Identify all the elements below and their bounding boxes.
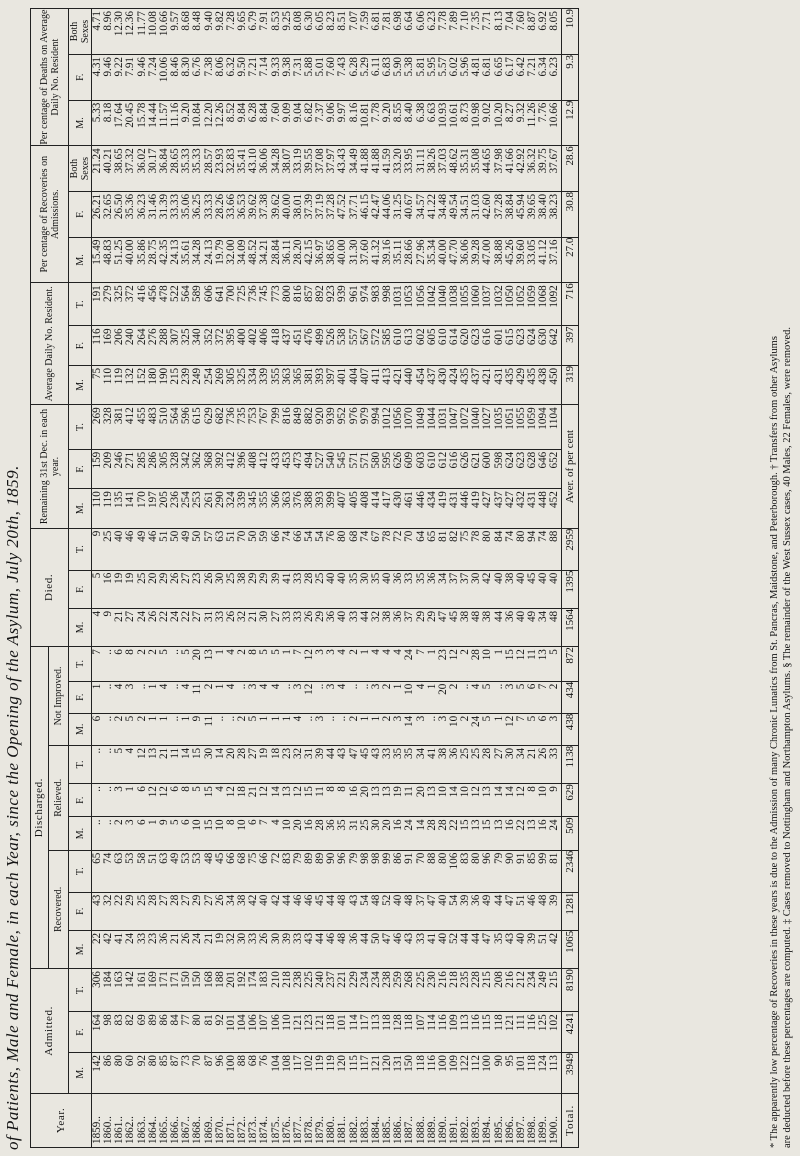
- admitted-f-values: 164 98 83 82 69 89 86 84 77 80 81 92 101 104 106 107 106 110 121 123 121 118 101 114 117 113 118 128 118 107 114 116 109 113 116 115 118 121 111 116 125 102: [91, 1014, 561, 1032]
- year-data-row: [92, 9, 562, 1148]
- total-pct-dr-t: 10.9: [561, 9, 578, 55]
- pct-dr-m-header: M.: [69, 100, 92, 146]
- recovered-t-values: 65 74 63 53 58 51 63 49 53 53 48 45 66 68 75 66 72 83 79 89 89 90 96 79 98 98 99 86 91 70 88 80 106 83 80 96 79 90 91 85 99 81: [91, 852, 561, 870]
- recovered-t-cell: [92, 850, 562, 892]
- notimp-f-values: 1 .. 4 3 .. 1 4 .. 4 11 2 1 4 .. 3 4 4 .. 3 12 .. 3 4 .. .. 3 2 1 10 4 1 20 2 .. 4 5 .. 3 5 6 7 2: [91, 683, 561, 695]
- avg-t-values: 191 279 325 372 416 456 478 522 564 589 606 641 700 725 736 745 773 800 816 857 892 923 939 961 974 983 998 1031 1053 1056 1042 1040 1038 1055 1060 1037 1032 1050 1052 1059 1068 1092: [91, 285, 561, 308]
- remaining-t-header: T.: [69, 405, 92, 449]
- relieved-m-values: .. .. 2 3 6 1 9 5 6 10 15 10 8 10 6 7 4 10 20 16 28 36 35 31 25 30 20 16 24 14 28 28 22 15 13 15 13 16 22 13 16 24: [91, 819, 561, 831]
- recovered-f-cell: [92, 892, 562, 930]
- relieved-header: Relieved.: [49, 745, 69, 850]
- year-list: [92, 1093, 562, 1147]
- remaining-t-cell: [92, 405, 562, 449]
- relieved-t-cell: [92, 745, 562, 783]
- relieved-m-header: M.: [69, 817, 92, 850]
- avg-m-header: M.: [69, 365, 92, 404]
- relieved-t-header: T.: [69, 745, 92, 783]
- total-admitted-t: 8190: [561, 969, 578, 1012]
- notimp-t-cell: [92, 647, 562, 682]
- footnotes: [768, 8, 794, 1148]
- relieved-m-cell: [92, 817, 562, 850]
- pct-dr-f-header: F.: [69, 54, 92, 100]
- avg-f-cell: [92, 326, 562, 365]
- total-pct-dr-m: 12.9: [561, 100, 578, 146]
- pct-dr-t-cell: [92, 9, 562, 55]
- notimp-f-header: F.: [69, 681, 92, 713]
- pct-dr-t-values: 4.71 8.96 12.30 12.36 11.77 10.08 10.66 9.57 8.68 8.48 9.40 9.82 7.28 9.65 6.79 7.91 8.53 9.25 8.08 6.30 6.05 8.23 8.51 7.07 7.59 6.81 7.81 6.98 6.64 6.06 6.23 7.78 7.89 7.10 7.35 7.71 8.13 7.04 7.60 8.87 6.92 8.05: [91, 11, 561, 37]
- remaining-header: Remaining 31st Dec. in each year.: [31, 405, 69, 528]
- remaining-f-header: F.: [69, 449, 92, 488]
- total-died-t: 2959: [561, 528, 578, 570]
- died-t-values: 9 25 40 46 49 46 51 50 49 50 57 63 51 70 50 59 66 74 66 54 54 76 80 68 74 67 78 72 70 64 65 81 82 75 78 80 84 74 80 94 74 88: [91, 530, 561, 542]
- relieved-f-values: .. .. 3 1 6 12 12 6 8 5 15 4 12 18 21 12 14 13 12 15 11 8 8 16 20 13 13 19 11 20 13 10 14 10 12 13 14 14 12 8 10 9: [91, 786, 561, 798]
- admitted-f-cell: [92, 1012, 562, 1053]
- pct-dr-both-header: Both Sexes: [69, 9, 92, 55]
- died-t-cell: [92, 528, 562, 570]
- total-remaining: Aver. of per cent: [561, 405, 578, 528]
- total-admitted-m: 3949: [561, 1053, 578, 1094]
- relieved-f-header: F.: [69, 784, 92, 817]
- total-avg-f: 397: [561, 326, 578, 365]
- total-notimp-t: 872: [561, 647, 578, 682]
- total-avg-t: 716: [561, 283, 578, 326]
- pct-admissions-header: Per centage of Recoveries on Admissions.: [31, 146, 69, 283]
- pct-dr-f-cell: [92, 54, 562, 100]
- total-died-f: 1395: [561, 570, 578, 608]
- total-relieved-m: 509: [561, 817, 578, 850]
- total-recovered-f: 1281: [561, 892, 578, 930]
- remaining-m-cell: [92, 489, 562, 528]
- total-recovered-m: 1065: [561, 930, 578, 968]
- died-header: Died.: [31, 528, 69, 646]
- admitted-m-header: M.: [69, 1053, 92, 1094]
- admitted-t-cell: [92, 969, 562, 1012]
- avg-f-values: 116 169 206 240 264 276 288 307 325 340 352 372 395 400 402 406 418 437 451 476 499 526 538 557 567 572 585 610 613 602 605 610 614 620 623 616 601 615 623 624 630 642: [91, 328, 561, 346]
- remaining-t-values: 269 328 381 412 455 483 510 564 596 615 629 682 736 735 753 767 799 816 849 882 920 939 952 976 979 994 1012 1056 1070 1049 1044 1031 1047 1072 1040 1027 1035 1051 1055 1059 1094 1104: [91, 407, 561, 430]
- pct-adm-f-cell: [92, 191, 562, 237]
- pct-adm-t-cell: [92, 146, 562, 192]
- footnote-line-2: are deducted before these percentages are computed. ‡ Cases removed to Nottingham and Northampton Asylums. § The remainder of the West Sussex cases, 40 Males, 22 Females, were removed.: [782, 326, 793, 1148]
- year-values: 1859.. 1860.. 1861.. 1862.. 1863.. 1864.. 1865.. 1866.. 1867.. 1868.. 1869.. 1870.. 1871.. 1872.. 1873.. 1874.. 1875.. 1876.. 1877.. 1878.. 1879.. 1880.. 1881.. 1882.. 1883.. 1884.. 1885.. 1886.. 1887.. 1888.. 1889.. 1890.. 1891.. 1892.. 1893.. 1894.. 1895.. 1896.. 1897.. 1898.. 1899.. 1900..: [91, 1116, 561, 1144]
- total-avg-m: 319: [561, 365, 578, 404]
- notimp-f-cell: [92, 681, 562, 713]
- total-row: [561, 9, 578, 1148]
- total-notimp-m: 438: [561, 713, 578, 745]
- total-relieved-f: 629: [561, 784, 578, 817]
- remaining-m-values: 110 119 135 141 170 197 205 236 254 253 261 290 324 339 345 355 366 363 376 388 393 399 407 405 408 414 417 430 461 446 434 419 431 446 419 427 437 427 432 431 448 452: [91, 491, 561, 508]
- notimp-m-header: M.: [69, 713, 92, 745]
- pct-adm-m-header: M.: [69, 237, 92, 283]
- recovered-t-header: T.: [69, 850, 92, 892]
- avg-m-values: 75 110 119 132 152 180 190 215 239 249 254 269 305 325 334 339 355 363 365 381 393 397 401 404 407 411 413 421 440 454 437 430 424 435 437 421 431 435 429 435 438 450: [91, 367, 561, 385]
- year-header: Year.: [31, 1093, 92, 1147]
- notimp-m-cell: [92, 713, 562, 745]
- died-m-cell: [92, 608, 562, 646]
- total-notimp-f: 434: [561, 681, 578, 713]
- notimp-m-values: 6 .. 2 5 2 1 1 .. 1 9 11 .. .. 2 5 1 1 1 4 .. 3 .. .. 2 1 1 2 3 14 3 .. 3 10 2 24 5 1 12 7 5 6 3: [91, 715, 561, 727]
- recovered-f-values: 43 32 22 29 25 28 27 28 27 29 27 26 34 38 42 40 42 44 46 46 45 44 48 43 54 48 52 40 48 37 47 40 54 39 36 49 44 47 51 46 48 39: [91, 894, 561, 906]
- total-recovered-t: 2346: [561, 850, 578, 892]
- discharged-header: Discharged.: [31, 647, 49, 969]
- died-f-values: 5 16 19 19 25 20 29 26 27 23 26 30 25 38 29 29 39 41 33 28 25 40 40 35 30 35 40 36 33 35 36 34 37 37 30 42 40 38 40 45 40 40: [91, 572, 561, 584]
- pct-adm-f-header: F.: [69, 191, 92, 237]
- avg-t-cell: [92, 283, 562, 326]
- died-t-header: T.: [69, 528, 92, 570]
- admitted-f-header: F.: [69, 1012, 92, 1053]
- total-pct-adm-m: 27.0: [561, 237, 578, 283]
- avg-daily-header: Average Daily No. Resident.: [31, 283, 69, 405]
- avg-m-cell: [92, 365, 562, 404]
- died-f-cell: [92, 570, 562, 608]
- recovered-header: Recovered.: [49, 850, 69, 968]
- recovered-m-cell: [92, 930, 562, 968]
- total-label: Total.: [561, 1093, 578, 1147]
- pct-adm-m-values: 15.49 48.83 51.25 40.00 35.86 28.75 42.35 24.13 35.61 34.28 24.13 19.79 32.00 34.09 48.52 34.21 28.84 36.11 28.20 42.15 36.97 38.65 40.00 31.30 37.60 41.32 39.16 35.11 28.66 27.96 35.34 40.00 47.70 36.06 39.28 47.00 38.88 45.26 39.60 33.05 41.12 37.16: [91, 239, 561, 265]
- total-died-m: 1564: [561, 608, 578, 646]
- total-pct-dr-f: 9.3: [561, 54, 578, 100]
- pct-deaths-header: Per centage of Deaths on Average Daily No. Resident: [31, 9, 69, 146]
- notimp-t-header: T.: [69, 647, 92, 682]
- pct-adm-t-values: 21.24 40.21 38.65 37.32 36.02 30.17 36.84 28.65 35.33 35.33 28.57 23.93 32.83 35.41 43.10 36.06 34.28 38.07 33.19 39.55 37.08 37.97 43.43 34.49 41.88 41.88 41.59 33.20 33.95 31.11 38.26 37.03 48.62 35.31 35.08 44.65 37.98 41.66 42.92 36.32 39.75 37.67: [91, 148, 561, 174]
- total-pct-adm-f: 30.8: [561, 191, 578, 237]
- remaining-m-header: M.: [69, 489, 92, 528]
- recovered-f-header: F.: [69, 892, 92, 930]
- died-m-values: 4 9 21 27 24 26 22 24 22 27 31 33 26 32 21 30 27 33 33 26 29 36 40 33 44 32 38 36 37 29 29 47 45 38 48 38 44 36 40 49 34 48: [91, 610, 561, 623]
- notimp-t-values: 7 .. 6 8 2 2 5 .. 5 20 13 1 4 2 8 5 5 1 7 12 3 3 4 2 1 4 4 4 24 7 1 23 12 2 28 10 1 15 12 11 13 5: [91, 649, 561, 661]
- total-relieved-t: 1138: [561, 745, 578, 783]
- pct-dr-m-values: 5.33 8.18 17.64 20.45 15.78 14.44 11.57 11.16 9.20 10.84 12.20 12.26 8.52 9.84 6.28 8.84 7.60 9.09 9.04 6.82 7.37 9.06 9.97 8.16 10.81 7.78 9.20 8.55 8.40 6.38 6.63 10.93 10.61 8.73 10.98 9.02 10.20 8.27 9.32 11.26 7.76 10.66: [91, 102, 561, 128]
- admitted-header: Admitted.: [31, 969, 69, 1094]
- footnote-line-1: * The apparently low percentage of Recoveries in these years is due to the Admission of many Chronic Lunatics from St. Pancras, Maidstone, and Peterborough. † Transfers from other Asylums: [769, 336, 780, 1148]
- admitted-m-cell: [92, 1053, 562, 1094]
- admitted-t-header: T.: [69, 969, 92, 1012]
- total-admitted-f: 4241: [561, 1012, 578, 1053]
- remaining-f-values: 159 209 246 271 285 286 305 328 342 362 368 392 412 396 408 412 433 453 473 494 527 540 545 571 571 580 595 626 609 603 610 612 616 626 621 600 598 624 623 628 646 652: [91, 451, 561, 469]
- admitted-t-values: 306 184 163 142 161 169 171 171 150 150 168 188 201 192 174 183 210 218 238 225 240 237 221 229 234 234 238 259 268 225 230 216 218 235 228 215 208 216 212 234 249 215: [91, 971, 561, 988]
- remaining-f-cell: [92, 449, 562, 488]
- pct-adm-m-cell: [92, 237, 562, 283]
- admitted-m-values: 142 86 80 60 92 80 85 87 73 70 87 96 100 88 68 76 104 108 117 102 119 119 120 115 117 121 120 131 150 118 116 100 109 122 112 100 90 95 101 118 124 113: [91, 1055, 561, 1072]
- statistics-table: [30, 8, 579, 1148]
- relieved-f-cell: [92, 784, 562, 817]
- avg-t-header: T.: [69, 283, 92, 326]
- pct-dr-m-cell: [92, 100, 562, 146]
- not-improved-header: Not Improved.: [49, 647, 69, 746]
- pct-dr-f-values: 4.31 9.46 9.22 7.91 9.46 7.24 10.06 8.46 8.30 6.76 7.38 8.06 6.32 9.50 7.21 7.14 9.33 9.38 7.31 5.88 5.01 7.60 7.43 6.28 5.29 6.11 6.83 5.90 5.38 5.81 5.95 5.57 6.02 5.96 4.81 6.81 6.65 6.17 6.42 7.21 6.34 6.23: [91, 56, 561, 83]
- died-m-header: M.: [69, 608, 92, 646]
- recovered-m-values: 22 42 41 24 33 23 36 21 26 24 21 19 32 30 33 26 30 39 33 43 44 46 48 36 44 50 47 46 43 33 41 40 52 44 44 47 35 43 40 39 51 42: [91, 932, 561, 945]
- avg-f-header: F.: [69, 326, 92, 365]
- pct-adm-both-header: Both Sexes: [69, 146, 92, 192]
- recovered-m-header: M.: [69, 930, 92, 968]
- pct-adm-f-values: 26.21 32.65 26.50 35.36 36.23 31.46 31.39 33.33 35.06 36.25 33.33 28.26 33.66 36.53 39.62 37.38 39.62 40.00 38.01 37.39 37.19 37.28 47.52 37.71 46.15 42.47 44.06 31.25 40.67 34.57 41.22 34.48 49.54 34.51 31.03 42.60 37.28 38.84 45.94 39.65 38.40 38.23: [91, 193, 561, 220]
- relieved-t-values: .. .. 5 4 12 13 21 11 14 15 30 14 20 28 27 19 18 23 32 31 39 44 43 47 45 43 33 35 35 34 41 38 36 25 25 28 27 30 34 21 26 33: [91, 747, 561, 760]
- page-caption: of Patients, Male and Female, in each Year, since the Opening of the Asylum, July 20th, 1859.: [3, 465, 22, 1150]
- died-f-header: F.: [69, 570, 92, 608]
- total-pct-adm-t: 28.6: [561, 146, 578, 192]
